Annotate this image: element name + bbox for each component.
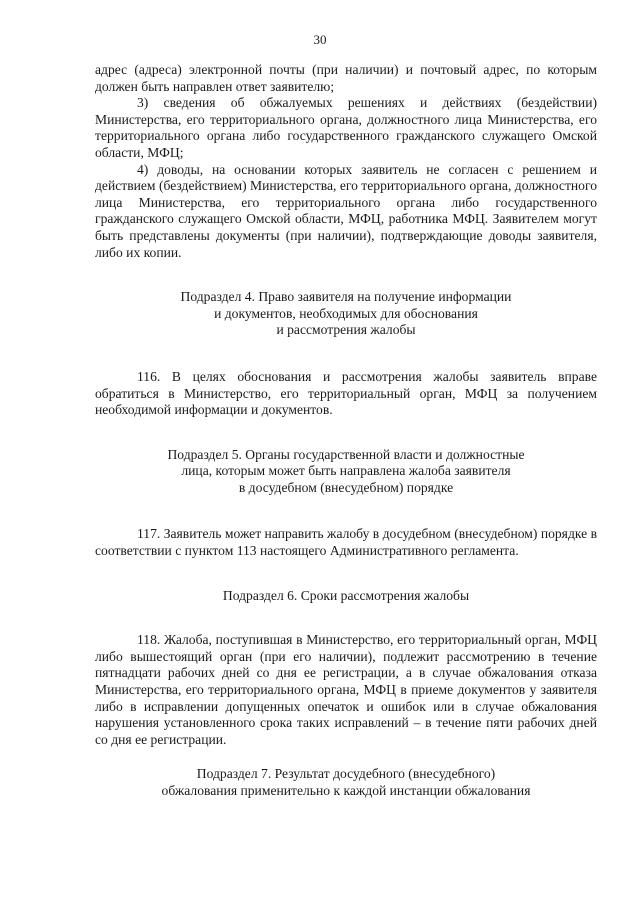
subsection-4-heading-line-2: и документов, необходимых для обоснования: [214, 305, 478, 321]
document-body: [95, 62, 597, 800]
subsection-5-heading-line-3: в досудебном (внесудебном) порядке: [238, 479, 454, 495]
subsection-4-heading: [95, 289, 597, 339]
subsection-4-heading-line-3: и рассмотрения жалобы: [276, 322, 416, 338]
subsection-5-heading: [95, 447, 597, 497]
subsection-7-heading: [95, 766, 597, 799]
subsection-7-heading-line-1: Подраздел 7. Результат досудебного (внесудебного): [196, 766, 496, 782]
paragraph-116: 116. В целях обоснования и рассмотрения жалобы заявитель вправе обратиться в Министерство, его территориальный орган, МФЦ за получением необходимой информации и документов.: [95, 368, 597, 418]
address-continuation-paragraph: адрес (адреса) электронной почты (при наличии) и почтовый адрес, по которым должен быть направлен ответ заявителю;: [95, 62, 597, 94]
item-3-paragraph: 3) сведения об обжалуемых решениях и действиях (бездействии) Министерства, его территориального органа, должностного лица Министерства, его территориального органа либо государственного гражданского служащего Омской области, МФЦ;: [95, 95, 597, 160]
subsection-7-heading-line-2: обжалования применительно к каждой инстанции обжалования: [161, 783, 531, 798]
subsection-6-heading-line-1: Подраздел 6. Сроки рассмотрения жалобы: [222, 587, 470, 603]
subsection-4-heading-line-1: Подраздел 4. Право заявителя на получение информации: [180, 289, 512, 305]
item-4-paragraph: 4) доводы, на основании которых заявитель не согласен с решением и действием (бездействием) Министерства, его территориального органа, должностного лица Министерства, его территориального органа либо государственного гражданского служащего Омской области, МФЦ, работника МФЦ. Заявителем могут быть представлены документы (при наличии), подтверждающие доводы заявителя, либо их копии.: [95, 161, 597, 260]
page-number: 30: [313, 32, 327, 47]
paragraph-118: 118. Жалоба, поступившая в Министерство, его территориальный орган, МФЦ либо вышестоящий орган (при его наличии), подлежит рассмотрению в течение пятнадцати рабочих дней со дня ее регистрации, а в случае обжалования отказа Министерства, его территориального органа, МФЦ в приеме документов у заявителя либо в исправлении допущенных опечаток и ошибок или в случае обжалования нарушения установленного срока таких исправлений – в течение пяти рабочих дней со дня ее регистрации.: [95, 632, 597, 747]
paragraph-117: 117. Заявитель может направить жалобу в досудебном (внесудебном) порядке в соответствии с пунктом 113 настоящего Административного регламента.: [95, 526, 597, 559]
subsection-5-heading-line-1: Подраздел 5. Органы государственной власти и должностные: [167, 446, 525, 462]
subsection-6-heading: [95, 588, 597, 605]
subsection-5-heading-line-2: лица, которым может быть направлена жалоба заявителя: [181, 463, 511, 479]
